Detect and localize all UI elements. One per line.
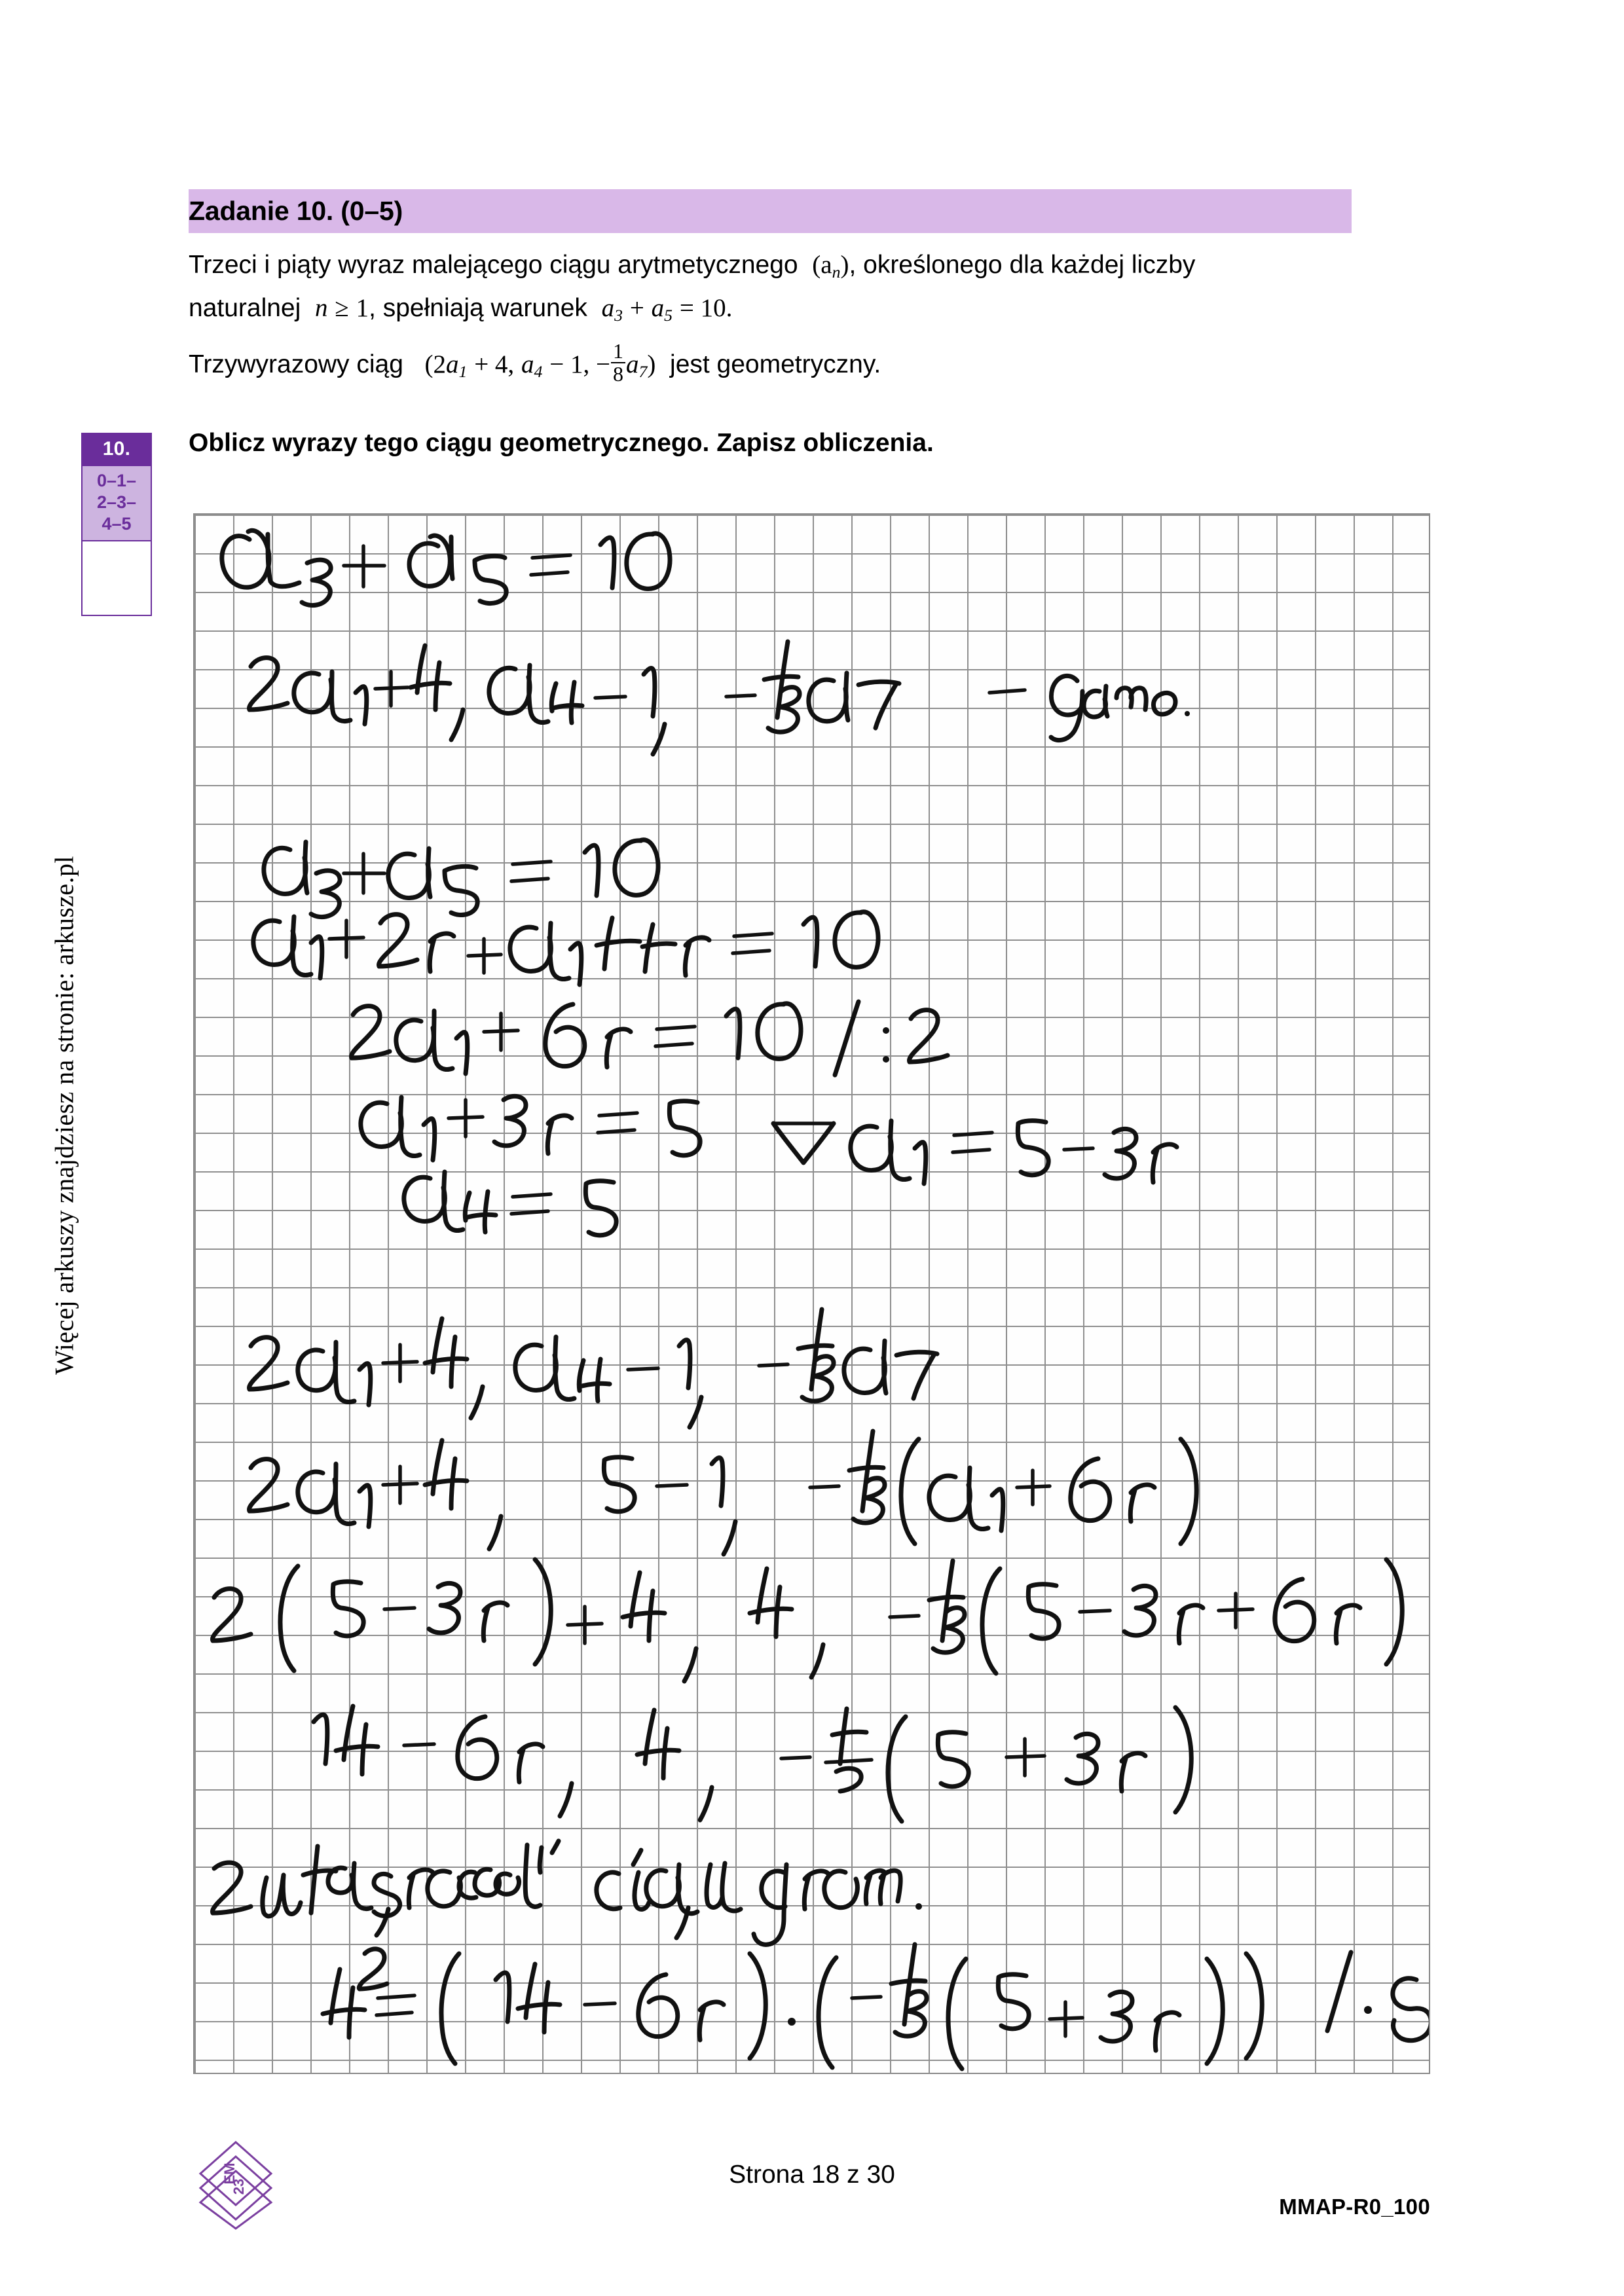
handwritten-line-6b xyxy=(773,1121,1177,1184)
score-range-line-3: 4–5 xyxy=(101,514,132,534)
paragraph-2-text-b: , spełniają warunek xyxy=(369,294,587,322)
paragraph-3-math-a1: a xyxy=(445,350,459,378)
paragraph-3-math-minus1: − 1, − xyxy=(549,350,610,378)
paragraph-2-math-eq: = 10. xyxy=(679,294,733,322)
paragraph-2-math-one: 1 xyxy=(356,294,369,322)
fraction-denominator: 8 xyxy=(611,362,625,385)
score-box-task-number: 10. xyxy=(83,434,151,465)
task-instruction: Oblicz wyrazy tego ciągu geometrycznego. Zapisz obliczenia. xyxy=(189,429,934,457)
paragraph-3-math-a4-sub: 4 xyxy=(534,362,543,382)
paragraph-3-text-b: jest geometryczny. xyxy=(670,350,881,378)
task-paragraph-line-2 xyxy=(189,287,732,337)
paragraph-3-math-a4: a xyxy=(521,350,534,378)
paragraph-3-math-a7: a xyxy=(625,350,639,378)
handwritten-line-2 xyxy=(249,642,1190,754)
handwritten-line-6 xyxy=(361,1096,700,1160)
handwritten-solution xyxy=(194,515,1430,2074)
paragraph-2-math-geq: ≥ xyxy=(335,294,349,322)
handwritten-line-11 xyxy=(314,1706,1191,1821)
fraction-one-eighth xyxy=(611,340,625,386)
score-box-blank-field[interactable] xyxy=(83,541,151,615)
handwritten-line-7 xyxy=(404,1172,616,1235)
paragraph-3-math-close: ) xyxy=(647,350,656,378)
side-watermark-text: Więcej arkuszy znajdziesz na stronie: arkusze.pl xyxy=(49,856,79,1375)
handwritten-line-3 xyxy=(264,840,658,917)
paragraph-1-math-open: (a xyxy=(812,251,832,279)
handwritten-line-8 xyxy=(249,1309,938,1427)
paragraph-3-math-plus4: + 4, xyxy=(474,350,515,378)
handwritten-line-13 xyxy=(323,1944,1430,2069)
task-header-band xyxy=(189,189,1352,233)
logo-text-23: 23 xyxy=(231,2178,247,2195)
paragraph-2-math-plus: + xyxy=(629,294,644,322)
paragraph-1-text-b: , określonego dla każdej liczby xyxy=(849,251,1196,279)
handwritten-line-12 xyxy=(213,1841,923,1944)
score-range-line-2: 2–3– xyxy=(96,492,137,512)
task-paragraph-line-3 xyxy=(189,340,881,393)
fraction-numerator: 1 xyxy=(613,340,623,363)
paragraph-2-math-a3: a xyxy=(601,294,615,322)
sheet-code-footer: MMAP-R0_100 xyxy=(1279,2195,1430,2219)
paragraph-1-text-a: Trzeci i piąty wyraz malejącego ciągu arytmetycznego xyxy=(189,251,798,279)
paragraph-2-math-a5: a xyxy=(651,294,665,322)
score-box-point-range xyxy=(83,465,151,541)
paragraph-1-math-sub: n xyxy=(832,263,841,282)
logo-text-em: EM xyxy=(221,2162,238,2185)
task-header-label: Zadanie 10. (0–5) xyxy=(189,196,403,226)
handwritten-line-10 xyxy=(213,1559,1403,1681)
paragraph-2-text-a: naturalnej xyxy=(189,294,301,322)
paragraph-3-text-a: Trzywyrazowy ciąg xyxy=(189,350,403,378)
score-range-line-1: 0–1– xyxy=(96,471,137,490)
paragraph-2-math-a5-sub: 5 xyxy=(664,306,673,325)
answer-grid-area[interactable] xyxy=(193,513,1430,2074)
paragraph-2-math-a3-sub: 3 xyxy=(614,306,623,325)
paragraph-3-math-open: (2 xyxy=(424,350,446,378)
handwritten-line-1 xyxy=(222,530,670,605)
handwritten-line-5 xyxy=(352,1002,948,1075)
paragraph-3-math-a1-sub: 1 xyxy=(458,362,468,382)
handwritten-line-4 xyxy=(253,912,878,985)
paragraph-2-math-n: n xyxy=(314,294,328,322)
score-box xyxy=(81,433,152,616)
paragraph-3-math-a7-sub: 7 xyxy=(638,362,648,382)
page-number-footer: Strona 18 z 30 xyxy=(729,2160,895,2189)
paragraph-1-math-close: ) xyxy=(840,251,849,279)
handwritten-line-9 xyxy=(249,1431,1197,1554)
